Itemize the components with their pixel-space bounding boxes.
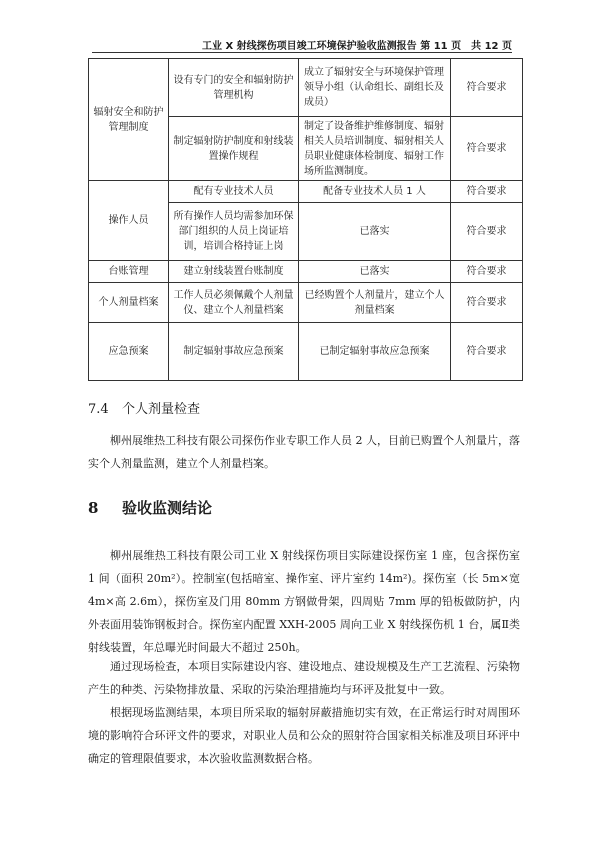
requirement-cell: 配有专业技术人员 — [169, 181, 299, 203]
status-cell: 已落实 — [299, 203, 451, 261]
section-7-4-paragraph: 柳州展维热工科技有限公司探伤作业专职工作人员 2 人，目前已购置个人剂量片，落实个人剂量监测，建立个人剂量档案。 — [88, 434, 520, 470]
result-cell: 符合要求 — [451, 261, 523, 283]
conclusion-paragraph: 根据现场监测结果，本项目所采取的辐射屏蔽措施切实有效，在正常运行时对周围环境的影响符合环评文件的要求，对职业人员和公众的照射符合国家相关标准及项目环评中确定的管理限值要求，本次验收监测数据合格。 — [88, 706, 520, 765]
status-cell: 已经购置个人剂量片，建立个人剂量档案 — [299, 283, 451, 323]
requirement-cell: 工作人员必须佩戴个人剂量仪、建立个人剂量档案 — [169, 283, 299, 323]
report-title: 工业 X 射线探伤项目竣工环境保护验收监测报告 — [202, 41, 417, 52]
table-row — [89, 59, 523, 117]
category-cell: 应急预案 — [89, 323, 169, 381]
table-row — [89, 283, 523, 323]
section-title: 个人剂量检查 — [122, 402, 201, 417]
result-cell: 符合要求 — [451, 117, 523, 181]
status-cell: 已制定辐射事故应急预案 — [299, 323, 451, 381]
category-cell: 操作人员 — [89, 181, 169, 261]
result-cell: 符合要求 — [451, 181, 523, 203]
requirement-cell: 建立射线装置台账制度 — [169, 261, 299, 283]
table-row — [89, 261, 523, 283]
category-cell: 辐射安全和防护管理制度 — [89, 59, 169, 181]
section-8-heading — [88, 497, 212, 518]
conclusion-paragraph: 柳州展维热工科技有限公司工业 X 射线探伤项目实际建设探伤室 1 座，包含探伤室 1 间（面积 20m²）。控制室(包括暗室、操作室、评片室约 14m²)。探伤室（长 5m×宽 4m×高 2.6m），探伤室及门用 80mm 方钢做骨架，四周贴 7mm 厚的铅板做防护，内外表面用装饰钢板封合。探伤室内配置 XXH-2005 周向工业 X 射线探伤机 1 台，属Ⅱ类射线装置，年总曝光时间最大不超过 250h。 — [88, 549, 520, 654]
section-number: 8 — [88, 499, 99, 517]
section-title: 验收监测结论 — [122, 499, 213, 517]
requirement-cell: 设有专门的安全和辐射防护管理机构 — [169, 59, 299, 117]
result-cell: 符合要求 — [451, 203, 523, 261]
table-row — [89, 181, 523, 203]
status-cell: 配备专业技术人员 1 人 — [299, 181, 451, 203]
page-number: 第 11 页 共 12 页 — [420, 41, 512, 52]
section-7-4-heading — [88, 398, 200, 417]
status-cell: 制定了设备维护维修制度、辐射相关人员培训制度、辐射相关人员职业健康体检制度、辐射工作场所监测制度。 — [299, 117, 451, 181]
conclusion-paragraph: 通过现场检查，本项目实际建设内容、建设地点、建设规模及生产工艺流程、污染物产生的种类、污染物排放量、采取的污染治理措施均与环评及批复中一致。 — [88, 660, 520, 696]
result-cell: 符合要求 — [451, 323, 523, 381]
result-cell: 符合要求 — [451, 59, 523, 117]
status-cell: 成立了辐射安全与环境保护管理领导小组（认命组长、副组长及成员） — [299, 59, 451, 117]
result-cell: 符合要求 — [451, 283, 523, 323]
page-header — [92, 36, 512, 53]
category-cell: 台账管理 — [89, 261, 169, 283]
acceptance-check-table — [88, 58, 523, 381]
requirement-cell: 制定辐射事故应急预案 — [169, 323, 299, 381]
requirement-cell: 所有操作人员均需参加环保部门组织的人员上岗证培训，培训合格持证上岗 — [169, 203, 299, 261]
table-row — [89, 323, 523, 381]
category-cell: 个人剂量档案 — [89, 283, 169, 323]
section-number: 7.4 — [88, 402, 109, 417]
status-cell: 已落实 — [299, 261, 451, 283]
requirement-cell: 制定辐射防护制度和射线装置操作规程 — [169, 117, 299, 181]
